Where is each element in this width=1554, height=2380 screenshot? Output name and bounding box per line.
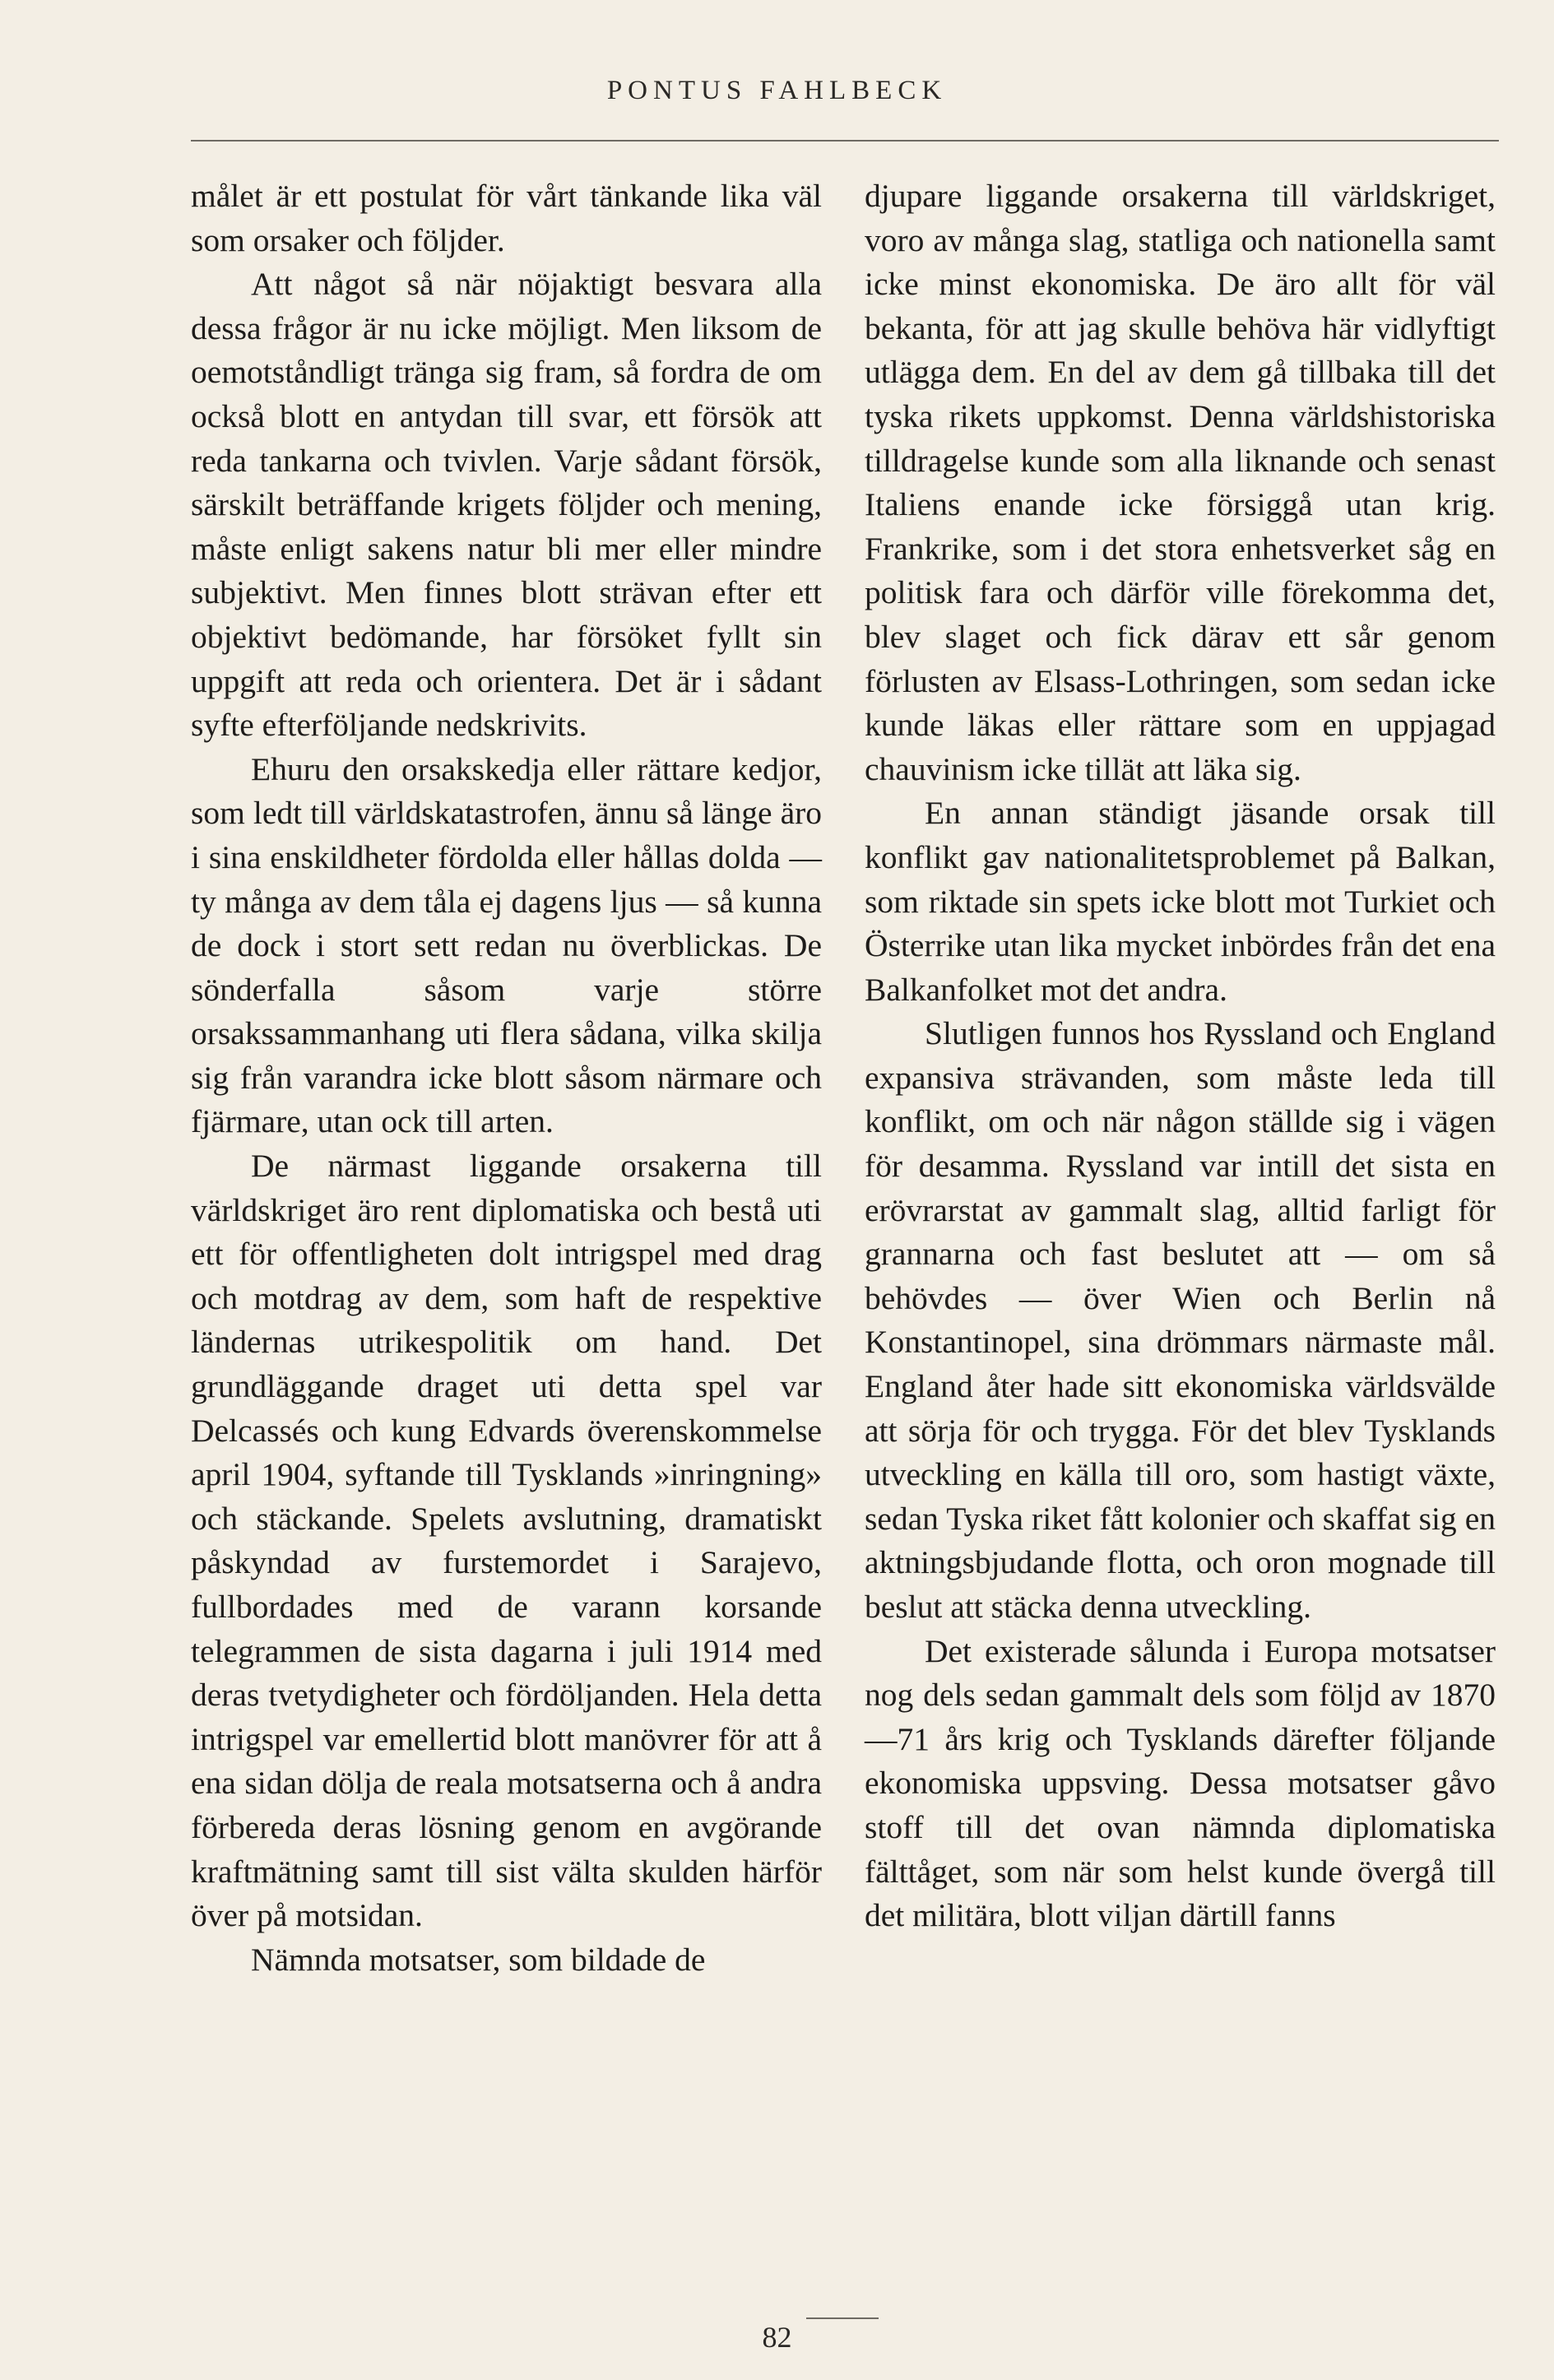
running-header: PONTUS FAHLBECK — [606, 76, 948, 105]
header-rule — [191, 140, 1499, 142]
paragraph: En annan ständigt jäsande orsak till konflikt gav nationalitetsproblemet på Balkan, som riktade sin spets icke blott mot Turkiet och Österrike utan lika mycket inbördes från det ena Balkanfolket mot det andra. — [865, 795, 1496, 1008]
paragraph: Nämnda motsatser, som bildade de — [251, 1941, 706, 1978]
paragraph: Det existerade sålunda i Europa motsatser nog dels sedan gammalt dels som följd av 1870—71 års krig och Tysklands därefter följande ekonomiska uppsving. Dessa motsatser gåvo stoff till det ovan nämnda diplomatiska fälttåget, som när som helst kunde övergå till det militära, blott viljan därtill fanns — [865, 1632, 1496, 1934]
paragraph: Slutligen funnos hos Ryssland och England expansiva strävanden, som måste leda till konflikt, om och när någon ställde sig i vägen för desamma. Ryssland var intill det sista en erövrarstat av gammalt slag, alltid farligt för grannarna och fast beslutet att — om så behövdes — över Wien och Berlin nå Konstantinopel, sina drömmars närmaste mål. England åter hade sitt ekonomiska världsvälde att sörja för och trygga. För det blev Tysklands utveckling en källa till oro, som hastigt växte, sedan Tyska riket fått kolonier och skaffat sig en aktningsbjudande flotta, och oron mognade till beslut att stäcka denna utveckling. — [865, 1015, 1496, 1625]
paragraph: Att något så när nöjaktigt besvara alla dessa frågor är nu icke möjligt. Men liksom de oemotståndligt tränga sig fram, så fordra de om också blott en antydan till svar, ett försök att reda tankarna och tvivlen. Varje sådant försök, särskilt beträffande krigets följder och mening, måste enligt sakens natur bli mer eller mindre subjektivt. Men finnes blott strävan efter ett objektivt bedömande, har försöket fyllt sin uppgift att reda och orientera. Det är i sådant syfte efterföljande nedskrivits. — [191, 266, 822, 744]
paragraph: djupare liggande orsakerna till världskriget, voro av många slag, statliga och nationella samt icke minst ekonomiska. De äro allt för väl bekanta, för att jag skulle behöva här vidlyftigt utlägga dem. En del av dem gå tillbaka till det tyska rikets uppkomst. Denna världshistoriska tilldragelse kunde som alla liknande och senast Italiens enande icke försiggå utan krig. Frankrike, som i det stora enhetsverket såg en politisk fara och därför ville förekomma det, blev slaget och fick därav ett sår genom förlusten av Elsass-Lothringen, som sedan icke kunde läkas eller rättare som en uppjagad chauvinism icke tillät att läka sig. — [865, 178, 1496, 787]
page-number: 82 — [762, 2321, 792, 2354]
paragraph: målet är ett postulat för vårt tänkande lika väl som orsaker och följder. — [191, 178, 822, 258]
footer-rule — [806, 2317, 879, 2319]
left-column — [191, 174, 822, 1982]
paragraph: Ehuru den orsakskedja eller rättare kedjor, som ledt till världskatastrofen, ännu så länge äro i sina enskildheter fördolda eller hållas dolda — ty många av dem tåla ej dagens ljus — så kunna de dock i stort sett redan nu överblickas. De sönderfalla såsom varje större orsakssammanhang uti flera sådana, vilka skilja sig från varandra icke blott såsom närmare och fjärmare, utan ock till arten. — [191, 750, 822, 1140]
paragraph: De närmast liggande orsakerna till världskriget äro rent diplomatiska och bestå uti ett för offentligheten dolt intrigspel med drag och motdrag av dem, som haft de respektive ländernas utrikespolitik om hand. Det grundläggande draget uti detta spel var Delcassés och kung Edvards överenskommelse april 1904, syftande till Tysklands »inringning» och stäckande. Spelets avslutning, dramatiskt påskyndad av furstemordet i Sarajevo, fullbordades med de varann korsande telegrammen de sista dagarna i juli 1914 med deras tvetydigheter och fördöljanden. Hela detta intrigspel var emellertid blott manövrer för att å ena sidan dölja de reala motsatserna och å andra förbereda deras lösning genom en avgörande kraftmätning samt till sist välta skulden härför över på motsidan. — [191, 1148, 822, 1934]
right-column — [865, 174, 1496, 1938]
